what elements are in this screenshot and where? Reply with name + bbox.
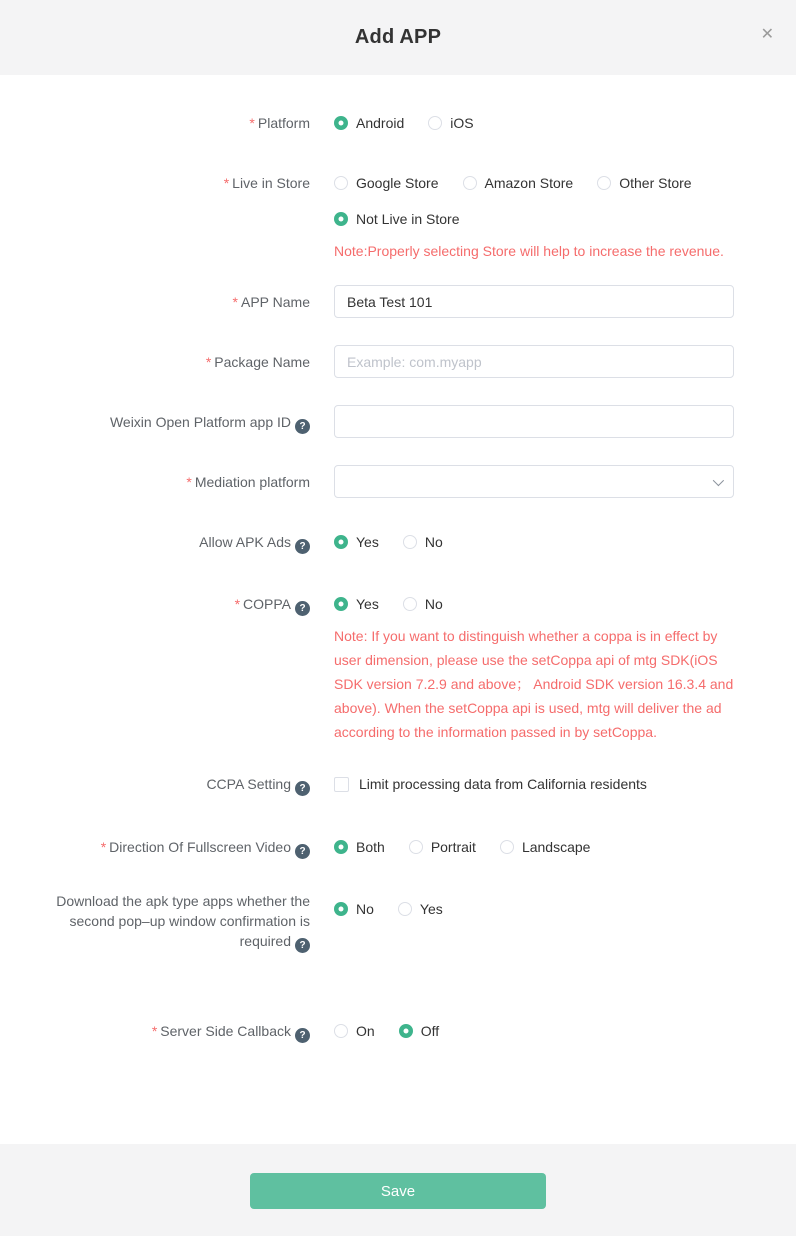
allow-apk-ads-label: Allow APK Ads ? <box>40 532 310 554</box>
radio-direction-landscape[interactable] <box>500 837 591 857</box>
radio-platform-android[interactable] <box>334 113 404 133</box>
radio-icon <box>334 535 348 549</box>
radio-label: Other Store <box>619 175 692 191</box>
radio-apk-ads-no[interactable] <box>403 532 443 552</box>
help-icon[interactable]: ? <box>295 601 310 616</box>
radio-coppa-yes[interactable] <box>334 594 379 614</box>
checkbox-icon <box>334 777 349 792</box>
help-icon[interactable]: ? <box>295 419 310 434</box>
radio-platform-ios[interactable] <box>428 113 473 133</box>
radio-label: Google Store <box>356 175 439 191</box>
package-name-label: * Package Name <box>205 354 310 370</box>
apk-download-confirm-label: Download the apk type apps whether the second pop–up window confirmation is required ? <box>56 892 310 951</box>
weixin-app-id-input[interactable] <box>334 405 734 438</box>
required-mark: * <box>223 175 230 191</box>
required-mark: * <box>205 354 212 370</box>
help-icon[interactable]: ? <box>295 1028 310 1043</box>
help-icon[interactable]: ? <box>295 938 310 953</box>
platform-label: * Platform <box>249 115 310 131</box>
modal-header <box>0 0 796 75</box>
radio-icon <box>334 840 348 854</box>
radio-icon <box>428 116 442 130</box>
radio-amazon-store[interactable] <box>463 173 574 193</box>
radio-label: Portrait <box>430 838 476 855</box>
radio-other-store[interactable] <box>597 173 691 193</box>
radio-label: On <box>356 1022 375 1039</box>
required-mark: * <box>151 1022 158 1039</box>
radio-icon <box>597 176 611 190</box>
radio-label: Landscape <box>521 838 591 855</box>
coppa-label: * COPPA ? <box>40 594 310 616</box>
server-side-callback-label: * Server Side Callback ? <box>40 1021 310 1043</box>
required-mark: * <box>234 596 241 612</box>
coppa-note: Note: If you want to distinguish whether a coppa is in effect by user dimension, please use the setCoppa api of mtg SDK(iOS SDK version 7.2.9 and above； Android SDK version 16.3.4 and above). When the setCoppa api is used, mtg will deliver the ad according to the information passed in by setCoppa. <box>334 628 734 740</box>
form-row-package-name <box>40 345 796 378</box>
radio-icon <box>409 840 423 854</box>
modal-footer <box>0 1144 796 1236</box>
modal-body <box>0 75 796 1144</box>
radio-icon <box>500 840 514 854</box>
radio-label: Yes <box>356 534 379 550</box>
ccpa-label: CCPA Setting ? <box>40 774 310 796</box>
weixin-app-id-label: Weixin Open Platform app ID ? <box>40 405 310 434</box>
radio-download-confirm-no[interactable] <box>334 899 374 919</box>
radio-label: Amazon Store <box>484 175 574 191</box>
app-name-input[interactable] <box>334 285 734 318</box>
radio-icon <box>399 1024 413 1038</box>
radio-apk-ads-yes[interactable] <box>334 532 379 552</box>
radio-icon <box>403 597 417 611</box>
form-row-server-side-callback <box>40 1021 796 1043</box>
live-in-store-note: Note:Properly selecting Store will help to increase the revenue. <box>334 243 724 259</box>
modal-title: Add APP <box>354 26 442 48</box>
radio-icon <box>463 176 477 190</box>
radio-direction-portrait[interactable] <box>409 837 476 857</box>
form-row-apk-download-confirm <box>40 891 796 953</box>
mediation-platform-select[interactable] <box>334 465 734 498</box>
radio-label: Both <box>356 838 385 855</box>
package-name-input[interactable] <box>334 345 734 378</box>
required-mark: * <box>100 838 107 855</box>
radio-icon <box>398 902 412 916</box>
radio-label: No <box>424 596 443 612</box>
radio-icon <box>334 212 348 226</box>
radio-icon <box>334 1024 348 1038</box>
app-name-label: * APP Name <box>232 294 310 310</box>
form-row-allow-apk-ads <box>40 532 796 554</box>
live-in-store-label: * Live in Store <box>223 175 310 191</box>
mediation-platform-label: * Mediation platform <box>186 474 310 490</box>
close-icon[interactable]: ✕ <box>757 24 778 46</box>
required-mark: * <box>249 115 255 131</box>
radio-icon <box>403 535 417 549</box>
radio-callback-on[interactable] <box>334 1021 375 1041</box>
form-row-app-name <box>40 285 796 318</box>
radio-label: No <box>356 900 374 917</box>
form-row-direction-fullscreen-video <box>40 837 796 859</box>
form-row-mediation-platform <box>40 465 796 498</box>
radio-label: Yes <box>356 596 379 612</box>
form-row-live-in-store <box>40 173 796 263</box>
radio-label: Android <box>356 115 405 131</box>
checkbox-label: Limit processing data from California residents <box>359 776 647 792</box>
help-icon[interactable]: ? <box>295 781 310 796</box>
radio-label: iOS <box>450 115 474 131</box>
help-icon[interactable]: ? <box>295 539 310 554</box>
radio-icon <box>334 116 348 130</box>
radio-icon <box>334 902 348 916</box>
radio-callback-off[interactable] <box>399 1021 439 1041</box>
form-row-platform <box>40 113 796 133</box>
required-mark: * <box>232 294 238 310</box>
ccpa-checkbox[interactable] <box>334 774 647 794</box>
radio-label: Yes <box>419 900 443 917</box>
required-mark: * <box>186 474 192 490</box>
direction-label: * Direction Of Fullscreen Video ? <box>40 837 310 859</box>
form-row-coppa <box>40 594 796 744</box>
radio-icon <box>334 597 348 611</box>
radio-coppa-no[interactable] <box>403 594 443 614</box>
form-row-weixin-app-id <box>40 405 796 438</box>
save-button[interactable]: Save <box>250 1173 546 1209</box>
radio-label: Not Live in Store <box>356 211 460 227</box>
radio-label: Off <box>420 1022 440 1039</box>
help-icon[interactable]: ? <box>295 844 310 859</box>
radio-google-store[interactable] <box>334 173 439 193</box>
form-row-ccpa <box>40 774 796 797</box>
radio-download-confirm-yes[interactable] <box>398 899 443 919</box>
radio-not-live-in-store[interactable] <box>334 209 460 229</box>
radio-icon <box>334 176 348 190</box>
chevron-down-icon <box>713 474 724 485</box>
radio-direction-both[interactable] <box>334 837 385 857</box>
radio-label: No <box>424 534 443 550</box>
